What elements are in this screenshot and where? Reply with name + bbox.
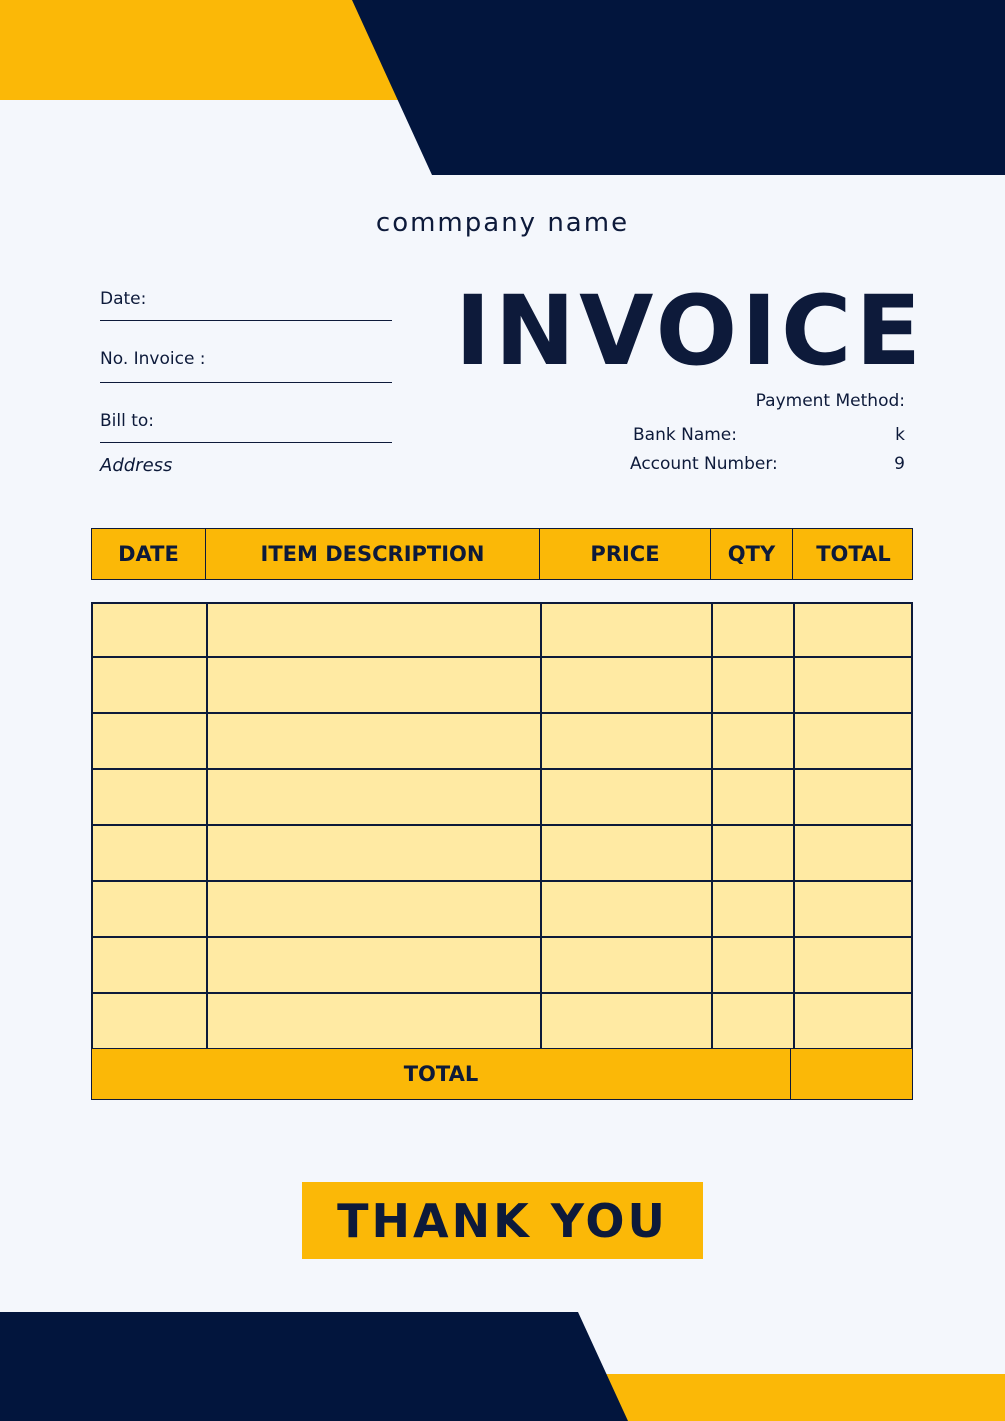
table-body: [91, 602, 913, 1050]
address-text: Address: [100, 455, 173, 476]
cell-description[interactable]: [206, 882, 540, 936]
cell-price[interactable]: [540, 882, 711, 936]
cell-description[interactable]: [206, 604, 540, 656]
bill-to-field-line[interactable]: [100, 442, 392, 443]
cell-date[interactable]: [93, 770, 206, 824]
header-item-description: ITEM DESCRIPTION: [205, 529, 539, 579]
cell-qty[interactable]: [711, 604, 793, 656]
total-row: [91, 1048, 913, 1100]
date-field-line[interactable]: [100, 320, 392, 321]
cell-price[interactable]: [540, 658, 711, 712]
cell-date[interactable]: [93, 994, 206, 1048]
cell-total[interactable]: [793, 938, 911, 992]
cell-price[interactable]: [540, 994, 711, 1048]
cell-date[interactable]: [93, 604, 206, 656]
header-total: TOTAL: [792, 529, 914, 579]
table-row: [93, 992, 911, 1048]
invoice-title: INVOICE: [455, 275, 926, 387]
cell-total[interactable]: [793, 604, 911, 656]
bank-name-value: k: [895, 425, 905, 445]
invoice-number-label: No. Invoice :: [100, 349, 206, 369]
cell-qty[interactable]: [711, 714, 793, 768]
table-row: [93, 824, 911, 880]
cell-date[interactable]: [93, 938, 206, 992]
cell-qty[interactable]: [711, 882, 793, 936]
cell-qty[interactable]: [711, 770, 793, 824]
cell-date[interactable]: [93, 826, 206, 880]
top-left-yellow-shape: [0, 0, 398, 100]
cell-description[interactable]: [206, 938, 540, 992]
cell-price[interactable]: [540, 604, 711, 656]
cell-qty[interactable]: [711, 658, 793, 712]
cell-total[interactable]: [793, 882, 911, 936]
bottom-left-navy-shape: [0, 1312, 628, 1421]
bottom-right-yellow-shape: [600, 1374, 1005, 1421]
table-row: [93, 712, 911, 768]
bill-to-label: Bill to:: [100, 411, 155, 431]
cell-total[interactable]: [793, 994, 911, 1048]
account-number-label: Account Number:: [630, 454, 778, 474]
cell-qty[interactable]: [711, 994, 793, 1048]
total-value[interactable]: [790, 1049, 914, 1099]
table-header: [91, 528, 913, 580]
table-row: [93, 604, 911, 656]
top-right-navy-shape: [352, 0, 1005, 175]
table-row: [93, 880, 911, 936]
cell-qty[interactable]: [711, 826, 793, 880]
header-qty: QTY: [710, 529, 792, 579]
cell-description[interactable]: [206, 658, 540, 712]
cell-date[interactable]: [93, 882, 206, 936]
cell-price[interactable]: [540, 714, 711, 768]
cell-date[interactable]: [93, 658, 206, 712]
cell-description[interactable]: [206, 714, 540, 768]
thank-you-banner: THANK YOU: [302, 1182, 703, 1259]
cell-description[interactable]: [206, 994, 540, 1048]
cell-total[interactable]: [793, 714, 911, 768]
header-price: PRICE: [539, 529, 710, 579]
cell-total[interactable]: [793, 826, 911, 880]
company-name: commpany name: [375, 208, 630, 238]
table-row: [93, 768, 911, 824]
table-row: [93, 656, 911, 712]
table-row: [93, 936, 911, 992]
invoice-number-field-line[interactable]: [100, 382, 392, 383]
date-label: Date:: [100, 289, 147, 309]
cell-total[interactable]: [793, 770, 911, 824]
bank-name-label: Bank Name:: [633, 425, 737, 445]
payment-method-label: Payment Method:: [755, 391, 905, 411]
cell-date[interactable]: [93, 714, 206, 768]
header-date: DATE: [118, 542, 179, 566]
cell-description[interactable]: [206, 770, 540, 824]
cell-price[interactable]: [540, 770, 711, 824]
cell-price[interactable]: [540, 826, 711, 880]
cell-price[interactable]: [540, 938, 711, 992]
total-label: TOTAL: [403, 1062, 479, 1086]
cell-qty[interactable]: [711, 938, 793, 992]
cell-description[interactable]: [206, 826, 540, 880]
account-number-value: 9: [894, 454, 905, 474]
cell-total[interactable]: [793, 658, 911, 712]
